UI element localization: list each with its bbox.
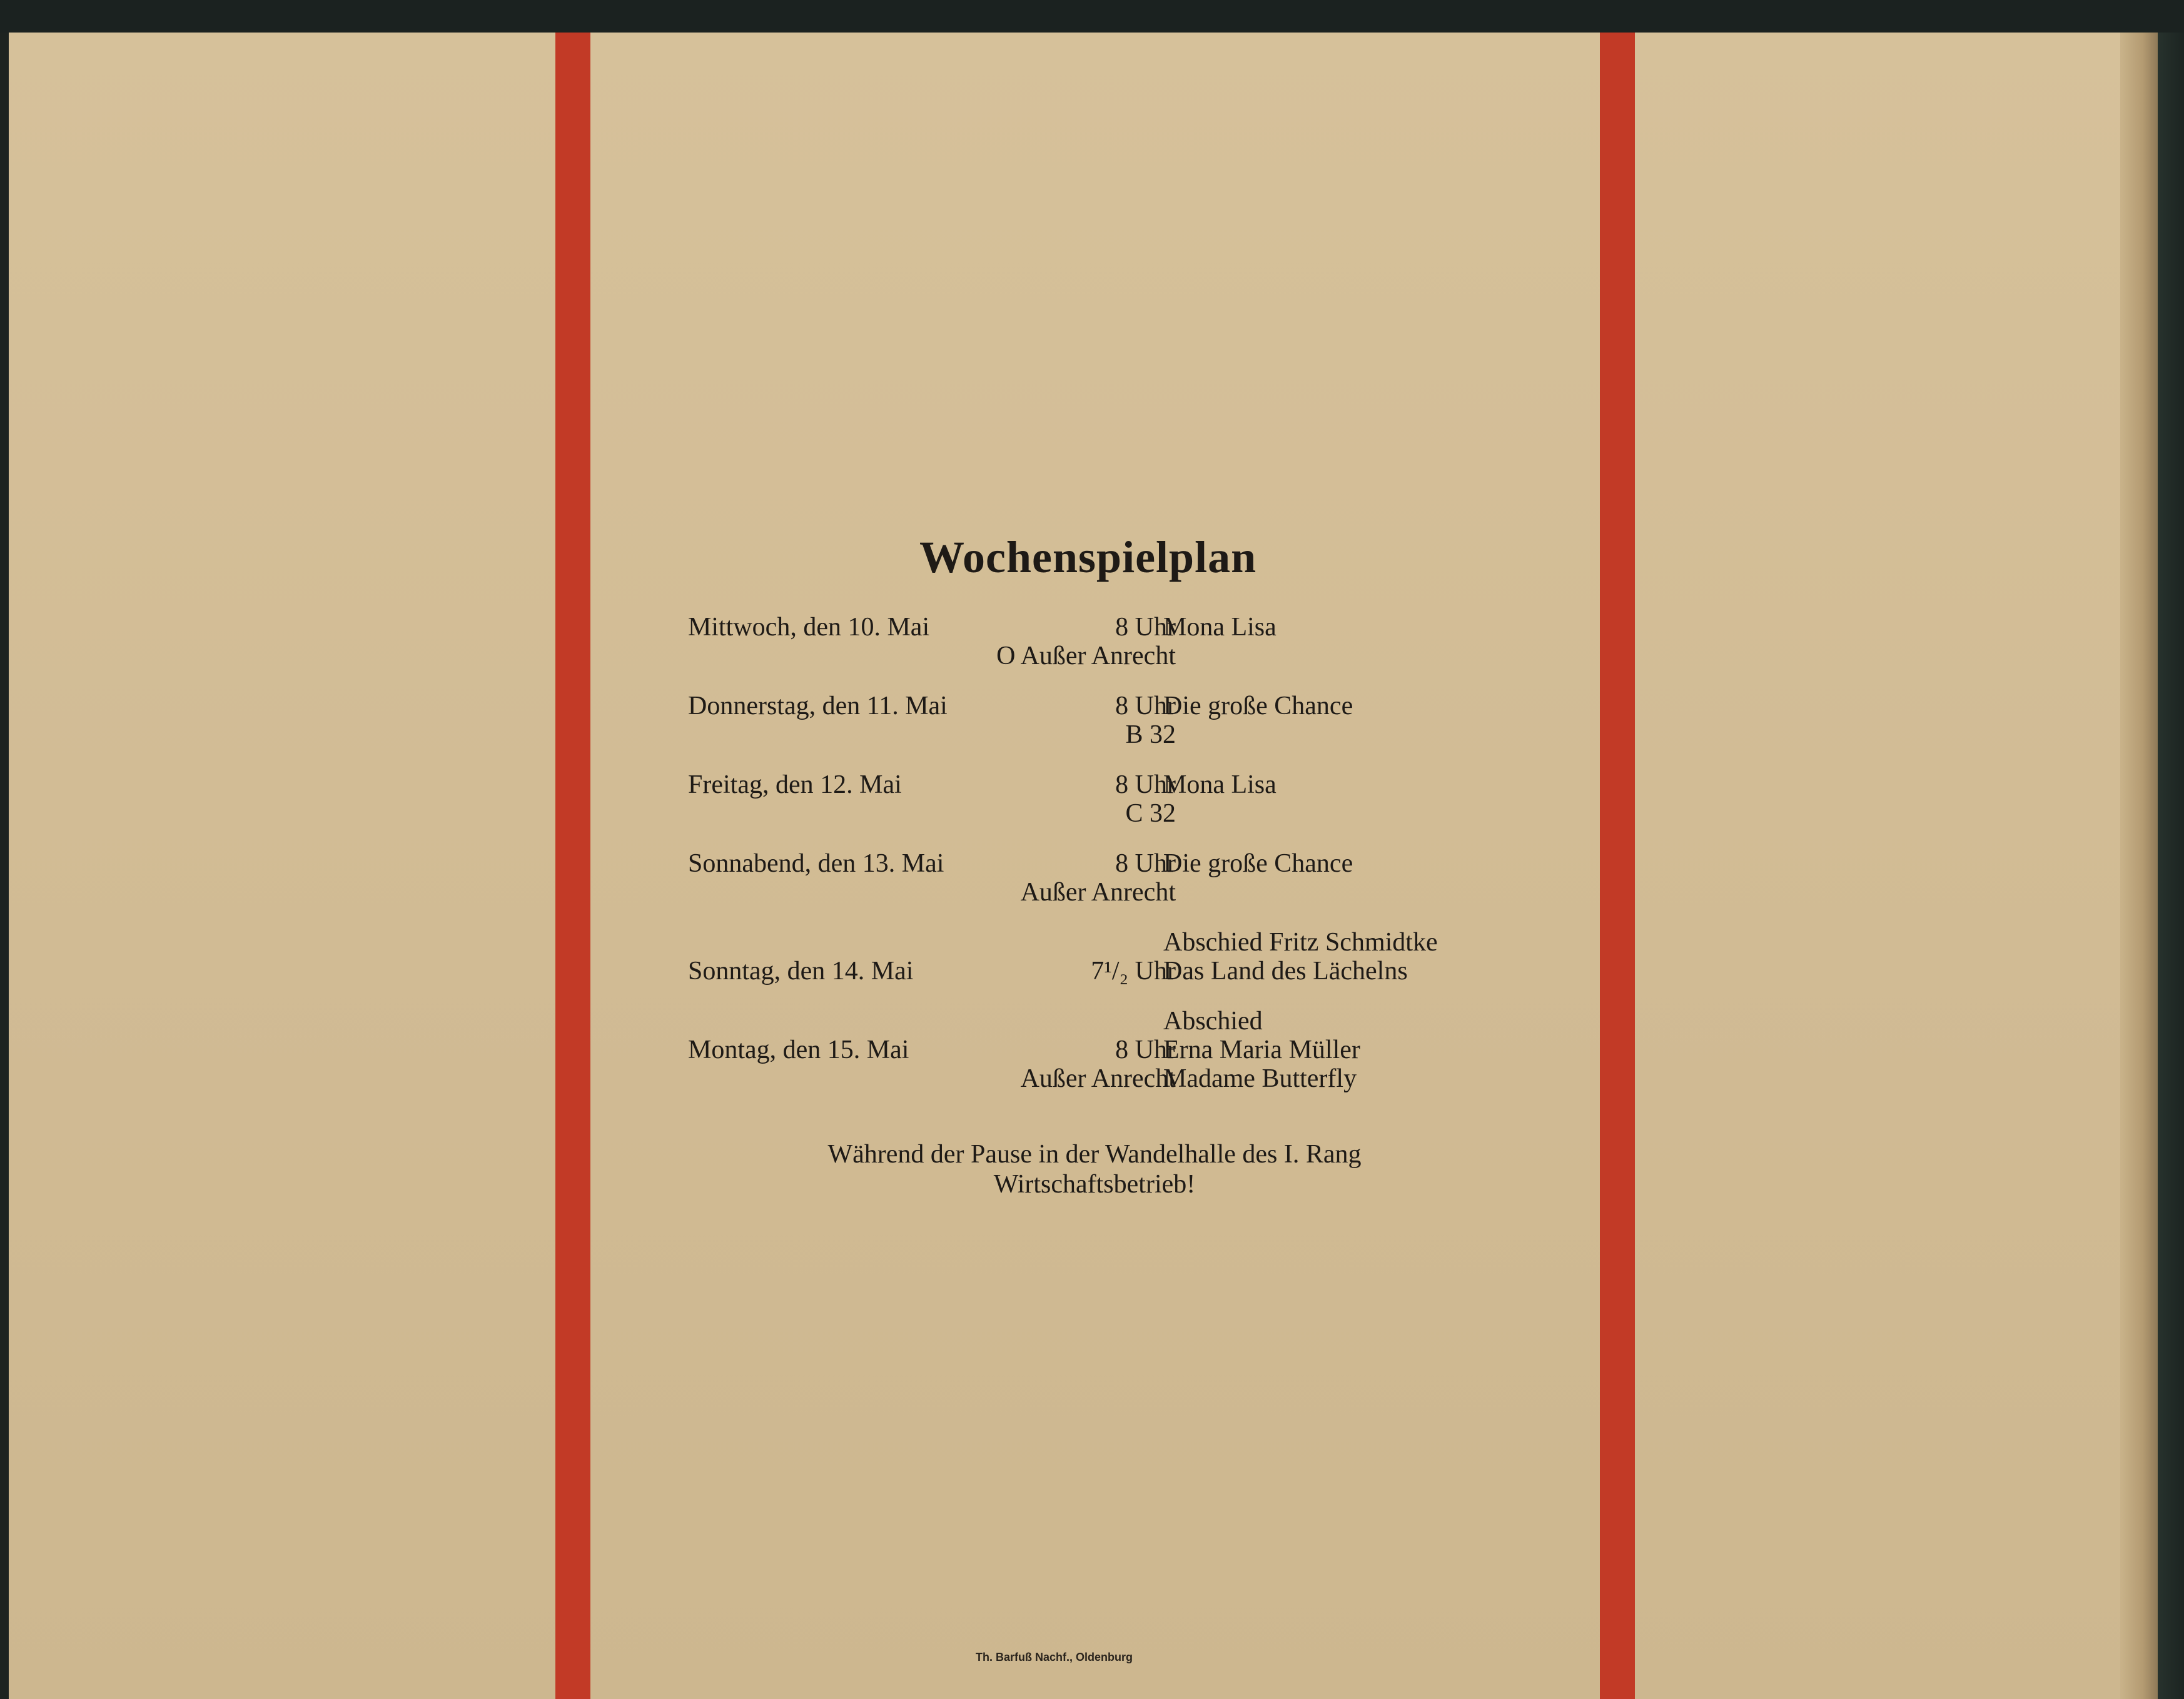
page-title: Wochenspielplan bbox=[919, 532, 1257, 582]
schedule-time: 7¹/₂ Uhr bbox=[1091, 957, 1176, 986]
schedule-time: 8 Uhr bbox=[1115, 849, 1176, 878]
schedule-play: Mona Lisa bbox=[1163, 770, 1277, 799]
schedule-play: Erna Maria Müller bbox=[1163, 1036, 1360, 1064]
schedule-time: 8 Uhr bbox=[1115, 1036, 1176, 1064]
schedule-subscription: B 32 bbox=[1125, 720, 1176, 749]
schedule-time: 8 Uhr bbox=[1115, 692, 1176, 720]
schedule-day: Sonntag, den 14. Mai bbox=[688, 957, 914, 986]
schedule-subscription: C 32 bbox=[1125, 799, 1176, 828]
schedule-subscription: Außer Anrecht bbox=[1020, 878, 1176, 907]
red-band-left bbox=[555, 33, 590, 1699]
schedule-subscription: Außer Anrecht bbox=[1020, 1064, 1176, 1093]
schedule-day: Montag, den 15. Mai bbox=[688, 1036, 909, 1064]
schedule-day: Mittwoch, den 10. Mai bbox=[688, 613, 930, 642]
red-band-right bbox=[1600, 33, 1635, 1699]
schedule-day: Donnerstag, den 11. Mai bbox=[688, 692, 948, 720]
schedule-subscription: O Außer Anrecht bbox=[996, 642, 1176, 670]
scan-background bbox=[0, 0, 2184, 33]
schedule-play: Mona Lisa bbox=[1163, 613, 1277, 642]
schedule-farewell: Abschied Fritz Schmidtke bbox=[1163, 928, 1438, 957]
schedule-time: 8 Uhr bbox=[1115, 770, 1176, 799]
schedule-day: Freitag, den 12. Mai bbox=[688, 770, 902, 799]
intermission-notice: Während der Pause in der Wandelhalle des I. Rang bbox=[827, 1140, 1362, 1169]
printer-imprint: Th. Barfuß Nachf., Oldenburg bbox=[976, 1651, 1133, 1663]
page-edge bbox=[2120, 33, 2158, 1699]
schedule-day: Sonnabend, den 13. Mai bbox=[688, 849, 944, 878]
schedule-play: Die große Chance bbox=[1163, 849, 1353, 878]
schedule-farewell: Abschied bbox=[1163, 1007, 1263, 1036]
schedule-play-secondary: Madame Butterfly bbox=[1163, 1064, 1357, 1093]
intermission-notice-second-line: Wirtschaftsbetrieb! bbox=[993, 1170, 1196, 1199]
schedule-play: Die große Chance bbox=[1163, 692, 1353, 720]
schedule-time: 8 Uhr bbox=[1115, 613, 1176, 642]
schedule-play: Das Land des Lächelns bbox=[1163, 957, 1408, 986]
binding bbox=[2158, 33, 2184, 1699]
